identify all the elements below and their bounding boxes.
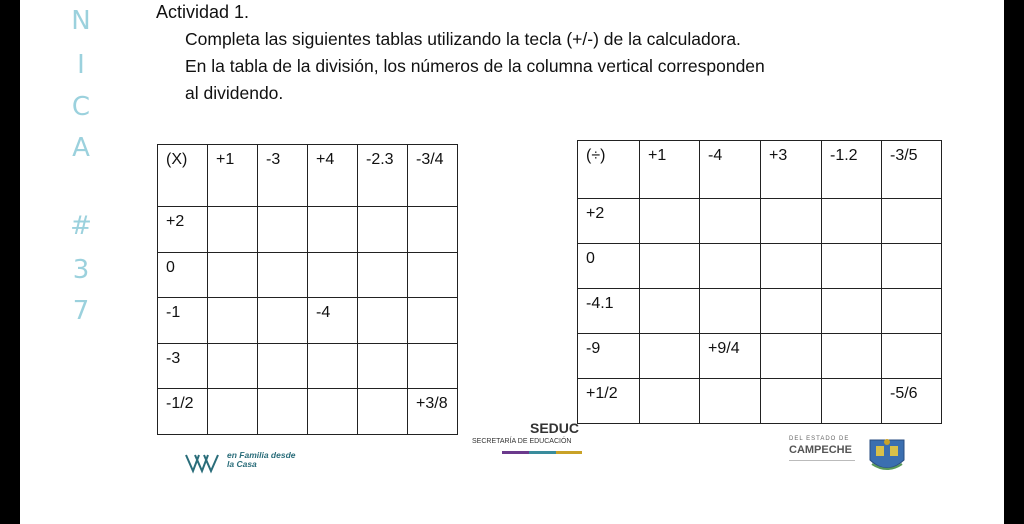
table-header-cell: +4 <box>308 145 358 207</box>
table-cell <box>358 252 408 298</box>
table-cell <box>258 252 308 298</box>
table-cell <box>258 298 308 344</box>
table-cell: +3/8 <box>408 389 458 435</box>
table-row-label: 0 <box>578 244 640 289</box>
table-cell <box>882 334 942 379</box>
table-header-cell: +3 <box>761 141 822 199</box>
table-cell: -5/6 <box>882 379 942 424</box>
table-cell <box>822 379 882 424</box>
table-header-cell: (X) <box>158 145 208 207</box>
table-cell: +9/4 <box>700 334 761 379</box>
table-row-label: -4.1 <box>578 289 640 334</box>
table-cell <box>822 244 882 289</box>
instruction-line: En la tabla de la división, los números de la columna vertical corresponden <box>185 56 765 76</box>
table-cell <box>882 289 942 334</box>
table-row <box>158 343 458 389</box>
table-row <box>578 199 942 244</box>
table-cell <box>640 334 700 379</box>
table-row <box>578 244 942 289</box>
table-cell <box>408 207 458 253</box>
seduc-subtitle: SECRETARÍA DE EDUCACIÓN <box>472 438 572 445</box>
table-row <box>578 379 942 424</box>
table-header-cell: +1 <box>640 141 700 199</box>
side-letter: N <box>71 6 91 36</box>
table-row <box>578 289 942 334</box>
table-cell <box>358 207 408 253</box>
table-cell <box>208 252 258 298</box>
table-cell <box>700 199 761 244</box>
table-row-label: -1/2 <box>158 389 208 435</box>
table-row-label: -3 <box>158 343 208 389</box>
table-row-label: +1/2 <box>578 379 640 424</box>
table-cell <box>882 199 942 244</box>
table-cell <box>761 379 822 424</box>
table-cell <box>761 244 822 289</box>
table-cell <box>822 199 882 244</box>
familia-logo <box>185 450 345 476</box>
side-letter: 7 <box>72 296 90 326</box>
table-header-cell: -1.2 <box>822 141 882 199</box>
table-row-label: +2 <box>158 207 208 253</box>
campeche-subtitle: DEL ESTADO DE <box>789 436 850 442</box>
table-cell <box>822 289 882 334</box>
table-cell <box>882 244 942 289</box>
table-cell <box>308 389 358 435</box>
table-cell <box>308 252 358 298</box>
table-cell <box>358 298 408 344</box>
table-header-cell: -3 <box>258 145 308 207</box>
activity-title: Actividad 1. <box>156 2 250 22</box>
side-letter: A <box>72 133 90 163</box>
table-cell <box>208 343 258 389</box>
table-row <box>578 334 942 379</box>
table-cell <box>640 289 700 334</box>
side-letter: 3 <box>72 255 90 285</box>
table-row <box>158 252 458 298</box>
table-cell <box>208 207 258 253</box>
table-cell <box>640 379 700 424</box>
seduc-title: SEDUC <box>530 420 580 436</box>
table-row-label: +2 <box>578 199 640 244</box>
side-letter: C <box>71 92 91 122</box>
table-cell <box>408 298 458 344</box>
table-row <box>158 389 458 435</box>
table-header-row <box>158 145 458 207</box>
division-table <box>577 140 942 424</box>
side-letter: # <box>70 211 92 241</box>
table-row-label: 0 <box>158 252 208 298</box>
table-header-cell: -3/5 <box>882 141 942 199</box>
table-cell <box>258 343 308 389</box>
table-cell <box>700 379 761 424</box>
table-cell <box>822 334 882 379</box>
table-cell <box>761 334 822 379</box>
worksheet-page <box>20 0 1004 524</box>
campeche-title: CAMPECHE <box>789 444 852 456</box>
familia-line-2: la Casa <box>227 459 257 469</box>
table-cell <box>761 289 822 334</box>
table-header-cell: -4 <box>700 141 761 199</box>
table-cell <box>308 343 358 389</box>
table-cell <box>258 389 308 435</box>
table-header-cell: -2.3 <box>358 145 408 207</box>
table-cell <box>700 289 761 334</box>
table-row <box>158 207 458 253</box>
campeche-crest-icon <box>866 436 908 476</box>
table-cell <box>358 389 408 435</box>
table-header-cell: (÷) <box>578 141 640 199</box>
table-cell <box>208 298 258 344</box>
table-cell <box>258 207 308 253</box>
table-cell <box>358 343 408 389</box>
table-row-label: -1 <box>158 298 208 344</box>
table-cell <box>761 199 822 244</box>
table-cell <box>640 199 700 244</box>
table-cell <box>640 244 700 289</box>
table-cell <box>308 207 358 253</box>
familia-logo-icon <box>185 452 225 474</box>
table-row <box>158 298 458 344</box>
instruction-line: al dividendo. <box>185 83 284 103</box>
table-header-cell: +1 <box>208 145 258 207</box>
instruction-line: Completa las siguientes tablas utilizando la tecla (+/-) de la calculadora. <box>185 29 741 49</box>
table-header-row <box>578 141 942 199</box>
table-cell: -4 <box>308 298 358 344</box>
table-cell <box>700 244 761 289</box>
side-letter: I <box>77 50 85 80</box>
table-header-cell: -3/4 <box>408 145 458 207</box>
table-cell <box>408 343 458 389</box>
table-cell <box>208 389 258 435</box>
table-row-label: -9 <box>578 334 640 379</box>
multiplication-table <box>157 144 458 435</box>
seduc-color-bar <box>502 451 582 454</box>
table-cell <box>408 252 458 298</box>
divider <box>789 460 855 461</box>
familia-line-1: en Familia desde <box>227 450 296 460</box>
